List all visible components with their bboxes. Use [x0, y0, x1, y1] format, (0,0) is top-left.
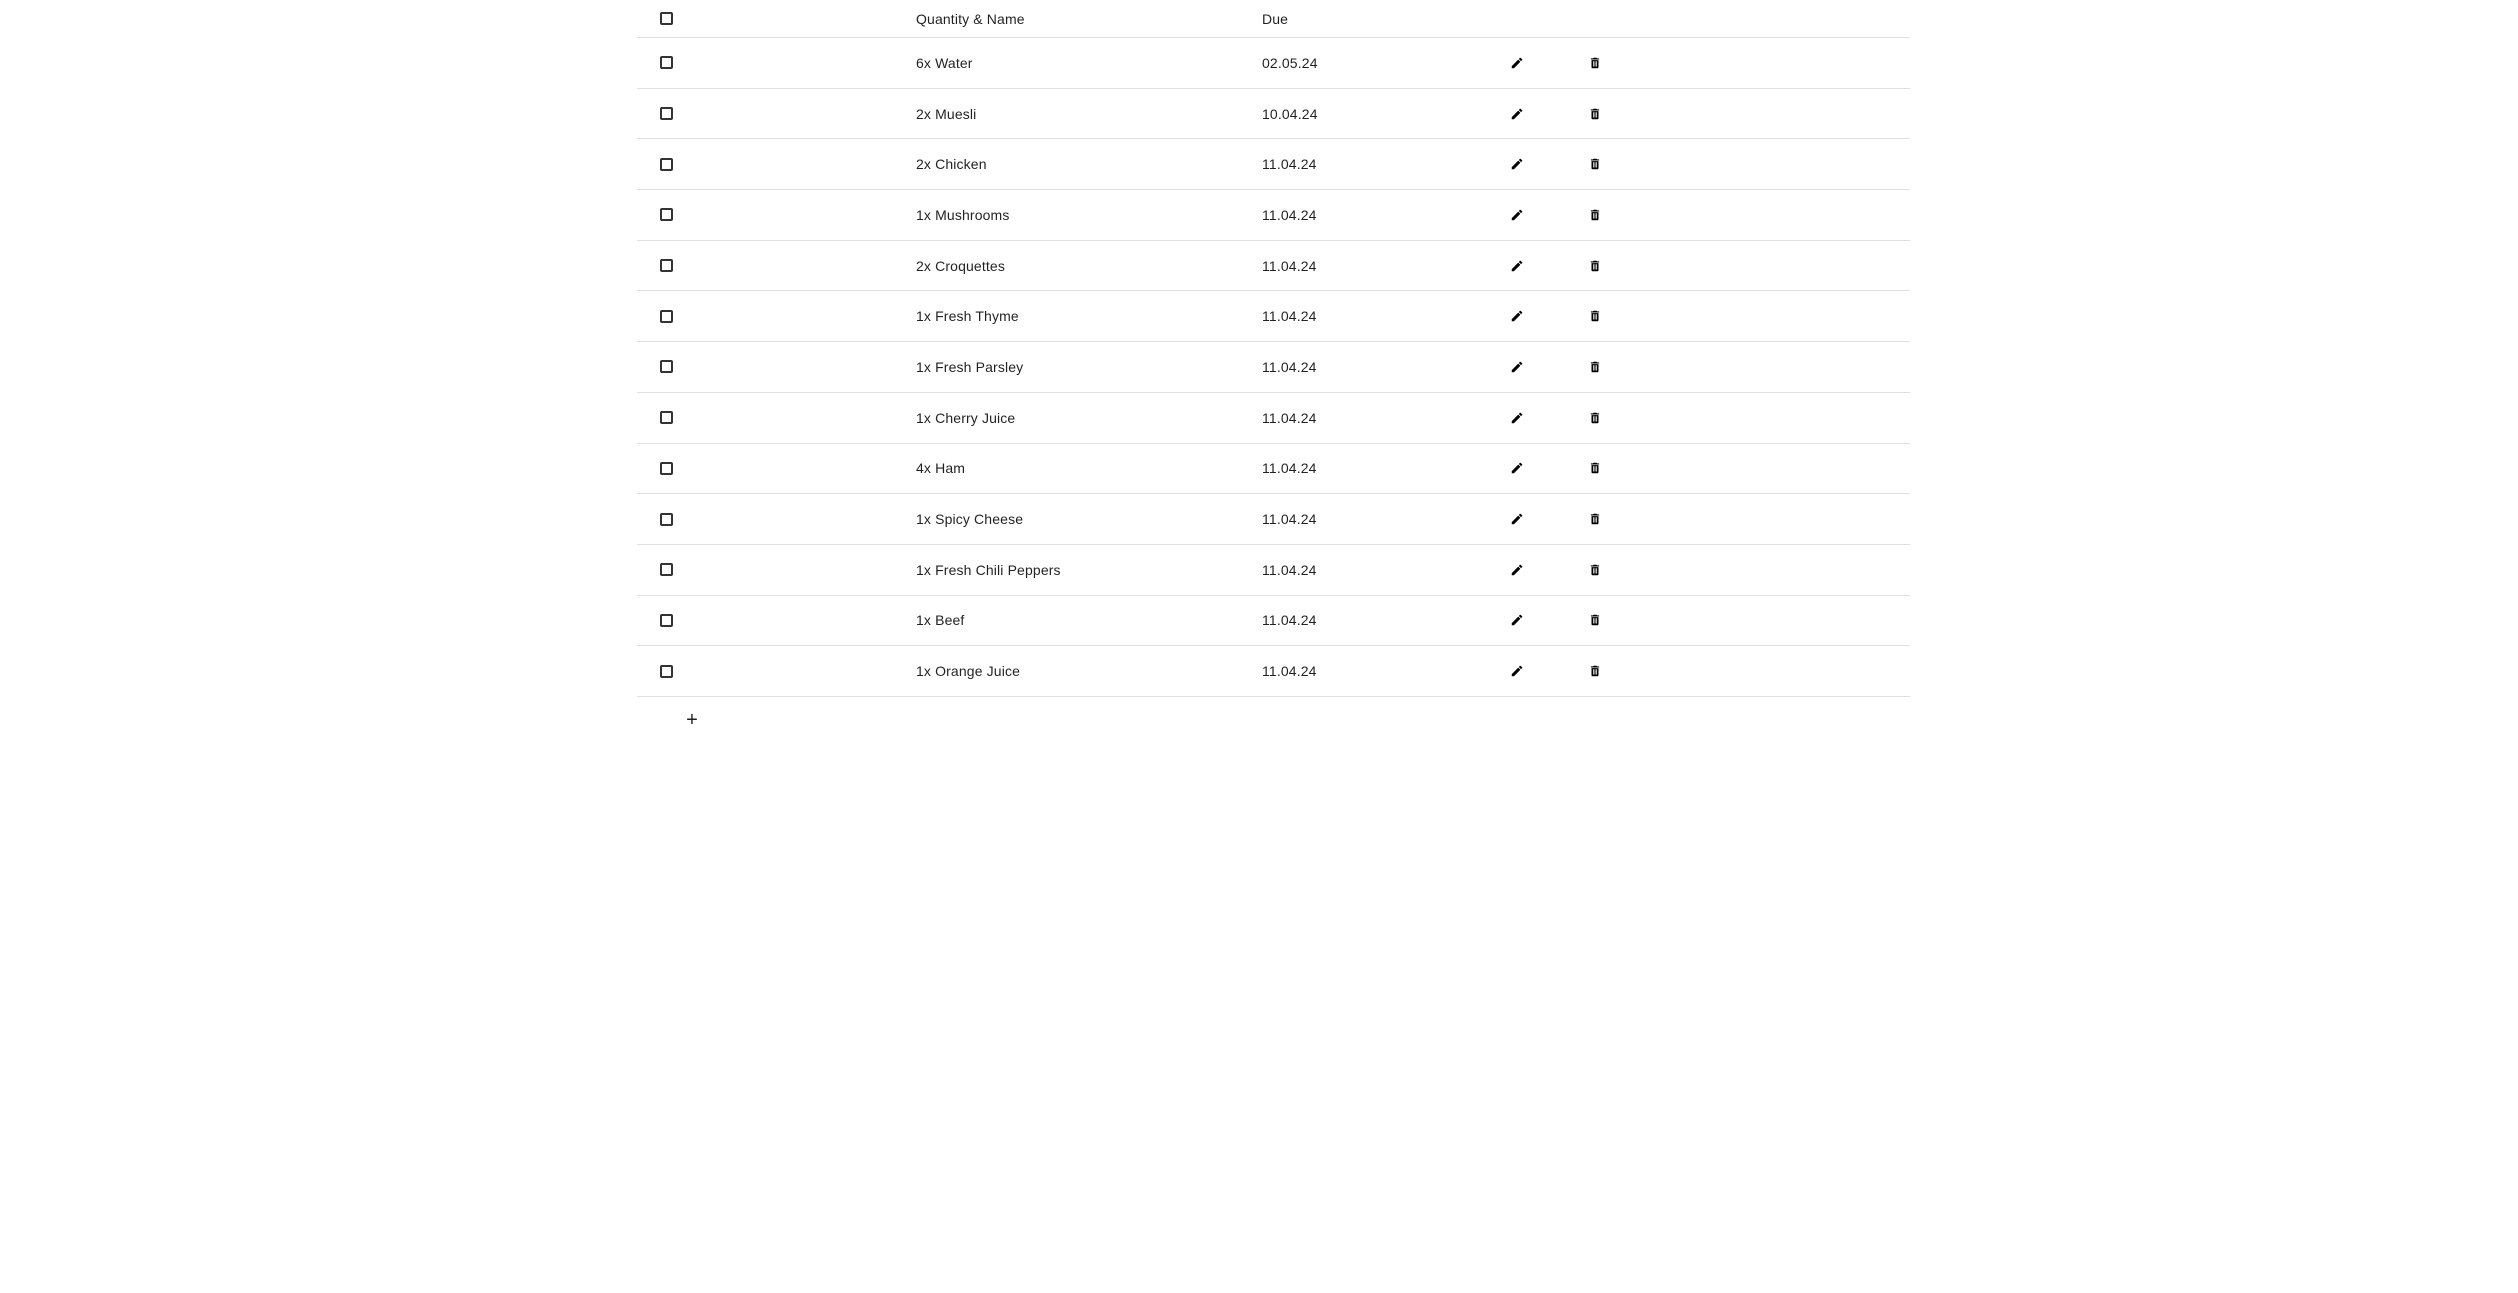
item-due-date: 11.04.24: [1262, 460, 1317, 477]
trash-icon[interactable]: [1583, 355, 1607, 379]
row-checkbox[interactable]: [660, 107, 673, 120]
item-due-date: 11.04.24: [1262, 511, 1317, 528]
item-name: 2x Croquettes: [916, 257, 1005, 274]
edit-cell: [1505, 89, 1529, 139]
row-select-cell: [653, 190, 679, 240]
table-row: [637, 494, 1910, 545]
item-name: 1x Fresh Thyme: [916, 308, 1019, 325]
row-select-cell: [653, 139, 679, 189]
item-name: 1x Orange Juice: [916, 663, 1021, 680]
row-select-cell: [653, 545, 679, 595]
table-header: [637, 0, 1910, 38]
item-due-date: 11.04.24: [1262, 206, 1317, 223]
pencil-icon[interactable]: [1505, 406, 1529, 430]
delete-cell: [1583, 393, 1607, 443]
item-due-date: 11.04.24: [1262, 257, 1317, 274]
trash-icon[interactable]: [1583, 659, 1607, 683]
row-checkbox[interactable]: [660, 360, 673, 373]
edit-cell: [1505, 393, 1529, 443]
table-row: [637, 139, 1910, 190]
row-select-cell: [653, 494, 679, 544]
item-name: 2x Chicken: [916, 156, 987, 173]
pencil-icon[interactable]: [1505, 608, 1529, 632]
delete-cell: [1583, 89, 1607, 139]
trash-icon[interactable]: [1583, 152, 1607, 176]
items-table: [637, 0, 1910, 747]
table-row: [637, 38, 1910, 89]
delete-cell: [1583, 342, 1607, 392]
table-row: [637, 545, 1910, 596]
pencil-icon[interactable]: [1505, 152, 1529, 176]
pencil-icon[interactable]: [1505, 102, 1529, 126]
table-row: [637, 89, 1910, 140]
edit-cell: [1505, 38, 1529, 88]
trash-icon[interactable]: [1583, 203, 1607, 227]
item-name: 1x Fresh Chili Peppers: [916, 561, 1061, 578]
row-select-cell: [653, 291, 679, 341]
pencil-icon[interactable]: [1505, 558, 1529, 582]
add-item-button[interactable]: +: [686, 709, 698, 732]
item-name: 1x Mushrooms: [916, 206, 1010, 223]
item-due-date: 11.04.24: [1262, 561, 1317, 578]
delete-cell: [1583, 241, 1607, 291]
row-select-cell: [653, 444, 679, 494]
pencil-icon[interactable]: [1505, 304, 1529, 328]
table-row: [637, 241, 1910, 292]
pencil-icon[interactable]: [1505, 203, 1529, 227]
column-header-due[interactable]: Due: [1262, 10, 1289, 27]
item-due-date: 11.04.24: [1262, 358, 1317, 375]
trash-icon[interactable]: [1583, 51, 1607, 75]
row-select-cell: [653, 393, 679, 443]
row-checkbox[interactable]: [660, 665, 673, 678]
item-name: 1x Fresh Parsley: [916, 358, 1024, 375]
item-name: 1x Cherry Juice: [916, 409, 1016, 426]
row-select-cell: [653, 241, 679, 291]
item-name: 2x Muesli: [916, 105, 977, 122]
table-row: [637, 342, 1910, 393]
delete-cell: [1583, 545, 1607, 595]
table-row: [637, 393, 1910, 444]
row-select-cell: [653, 38, 679, 88]
trash-icon[interactable]: [1583, 507, 1607, 531]
table-row: [637, 190, 1910, 241]
row-checkbox[interactable]: [660, 614, 673, 627]
column-header-name[interactable]: Quantity & Name: [916, 10, 1025, 27]
item-name: 1x Spicy Cheese: [916, 511, 1024, 528]
edit-cell: [1505, 444, 1529, 494]
row-select-cell: [653, 646, 679, 696]
edit-cell: [1505, 646, 1529, 696]
trash-icon[interactable]: [1583, 558, 1607, 582]
row-checkbox[interactable]: [660, 208, 673, 221]
table-body: [637, 38, 1910, 697]
row-checkbox[interactable]: [660, 310, 673, 323]
add-row: [637, 697, 1910, 747]
item-due-date: 02.05.24: [1262, 54, 1318, 71]
delete-cell: [1583, 444, 1607, 494]
item-due-date: 10.04.24: [1262, 105, 1318, 122]
edit-cell: [1505, 545, 1529, 595]
table-row: [637, 291, 1910, 342]
trash-icon[interactable]: [1583, 406, 1607, 430]
edit-cell: [1505, 494, 1529, 544]
delete-cell: [1583, 646, 1607, 696]
item-name: 4x Ham: [916, 460, 966, 477]
delete-cell: [1583, 139, 1607, 189]
pencil-icon[interactable]: [1505, 507, 1529, 531]
row-select-cell: [653, 89, 679, 139]
delete-cell: [1583, 38, 1607, 88]
select-all-checkbox[interactable]: [660, 12, 673, 25]
edit-cell: [1505, 241, 1529, 291]
pencil-icon[interactable]: [1505, 355, 1529, 379]
item-due-date: 11.04.24: [1262, 663, 1317, 680]
item-due-date: 11.04.24: [1262, 612, 1317, 629]
pencil-icon[interactable]: [1505, 659, 1529, 683]
item-due-date: 11.04.24: [1262, 409, 1317, 426]
table-row: [637, 444, 1910, 495]
edit-cell: [1505, 596, 1529, 646]
item-due-date: 11.04.24: [1262, 308, 1317, 325]
row-select-cell: [653, 596, 679, 646]
edit-cell: [1505, 190, 1529, 240]
pencil-icon[interactable]: [1505, 51, 1529, 75]
row-checkbox[interactable]: [660, 462, 673, 475]
pencil-icon[interactable]: [1505, 456, 1529, 480]
delete-cell: [1583, 596, 1607, 646]
row-checkbox[interactable]: [660, 411, 673, 424]
item-due-date: 11.04.24: [1262, 156, 1317, 173]
select-all-cell: [653, 0, 679, 37]
row-checkbox[interactable]: [660, 56, 673, 69]
item-name: 6x Water: [916, 54, 973, 71]
trash-icon[interactable]: [1583, 102, 1607, 126]
trash-icon[interactable]: [1583, 304, 1607, 328]
pencil-icon[interactable]: [1505, 254, 1529, 278]
trash-icon[interactable]: [1583, 608, 1607, 632]
table-row: [637, 596, 1910, 647]
trash-icon[interactable]: [1583, 254, 1607, 278]
edit-cell: [1505, 342, 1529, 392]
row-checkbox[interactable]: [660, 563, 673, 576]
edit-cell: [1505, 291, 1529, 341]
delete-cell: [1583, 494, 1607, 544]
delete-cell: [1583, 291, 1607, 341]
edit-cell: [1505, 139, 1529, 189]
table-row: [637, 646, 1910, 697]
row-checkbox[interactable]: [660, 513, 673, 526]
row-select-cell: [653, 342, 679, 392]
delete-cell: [1583, 190, 1607, 240]
row-checkbox[interactable]: [660, 158, 673, 171]
row-checkbox[interactable]: [660, 259, 673, 272]
item-name: 1x Beef: [916, 612, 965, 629]
trash-icon[interactable]: [1583, 456, 1607, 480]
